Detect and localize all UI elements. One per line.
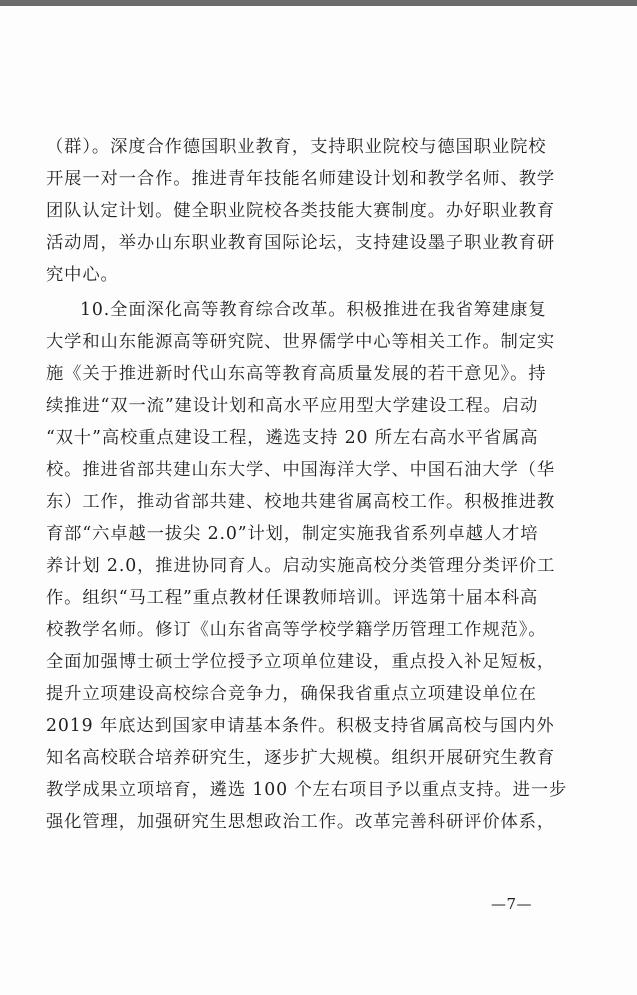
text-line: （群）。深度合作德国职业教育，支持职业院校与德国职业院校 xyxy=(46,137,547,157)
text-line: 育部“六卓越一拔尖 2.0”计划，制定实施我省系列卓越人才培 xyxy=(46,524,539,544)
page-number: —7— xyxy=(491,895,533,913)
paragraph-higher-education-reform xyxy=(46,294,596,838)
text-line: 2019 年底达到国家申请基本条件。积极支持省属高校与国内外 xyxy=(46,716,555,736)
text-line: 提升立项建设高校综合竞争力，确保我省重点立项建设单位在 xyxy=(46,684,537,704)
paragraph-continued xyxy=(46,131,596,291)
text-line: 全面加强博士硕士学位授予立项单位建设，重点投入补足短板， xyxy=(46,652,556,672)
text-line: 究中心。 xyxy=(46,265,119,285)
text-line: 校教学名师。修订《山东省高等学校学籍学历管理工作规范》。 xyxy=(46,620,547,640)
text-line: 东）工作，推动省部共建、校地共建省属高校工作。积极推进教 xyxy=(46,492,556,512)
text-line: 教学成果立项培育，遴选 100 个左右项目予以重点支持。进一步 xyxy=(46,780,568,800)
text-line: 知名高校联合培养研究生，逐步扩大规模。组织开展研究生教育 xyxy=(46,748,556,768)
text-line: “双十”高校重点建设工程，遴选支持 20 所左右高水平省属高 xyxy=(46,428,539,448)
text-line: 作。组织“马工程”重点教材任课教师培训。评选第十届本科高 xyxy=(46,588,539,608)
text-line: 10.全面深化高等教育综合改革。积极推进在我省筹建康复 xyxy=(80,300,547,320)
text-line: 强化管理，加强研究生思想政治工作。改革完善科研评价体系， xyxy=(46,812,556,832)
document-page[interactable] xyxy=(0,6,637,995)
text-line: 大学和山东能源高等研究院、世界儒学中心等相关工作。制定实 xyxy=(46,332,556,352)
text-line: 续推进“双一流”建设计划和高水平应用型大学建设工程。启动 xyxy=(46,396,539,416)
text-line: 施《关于推进新时代山东高等教育高质量发展的若干意见》。持 xyxy=(46,364,547,384)
text-line: 校。推进省部共建山东大学、中国海洋大学、中国石油大学（华 xyxy=(46,460,556,480)
text-line: 团队认定计划。健全职业院校各类技能大赛制度。办好职业教育 xyxy=(46,201,556,221)
text-line: 养计划 2.0，推进协同育人。启动实施高校分类管理分类评价工 xyxy=(46,556,556,576)
text-line: 开展一对一合作。推进青年技能名师建设计划和教学名师、教学 xyxy=(46,169,556,189)
text-line: 活动周，举办山东职业教育国际论坛，支持建设墨子职业教育研 xyxy=(46,233,556,253)
